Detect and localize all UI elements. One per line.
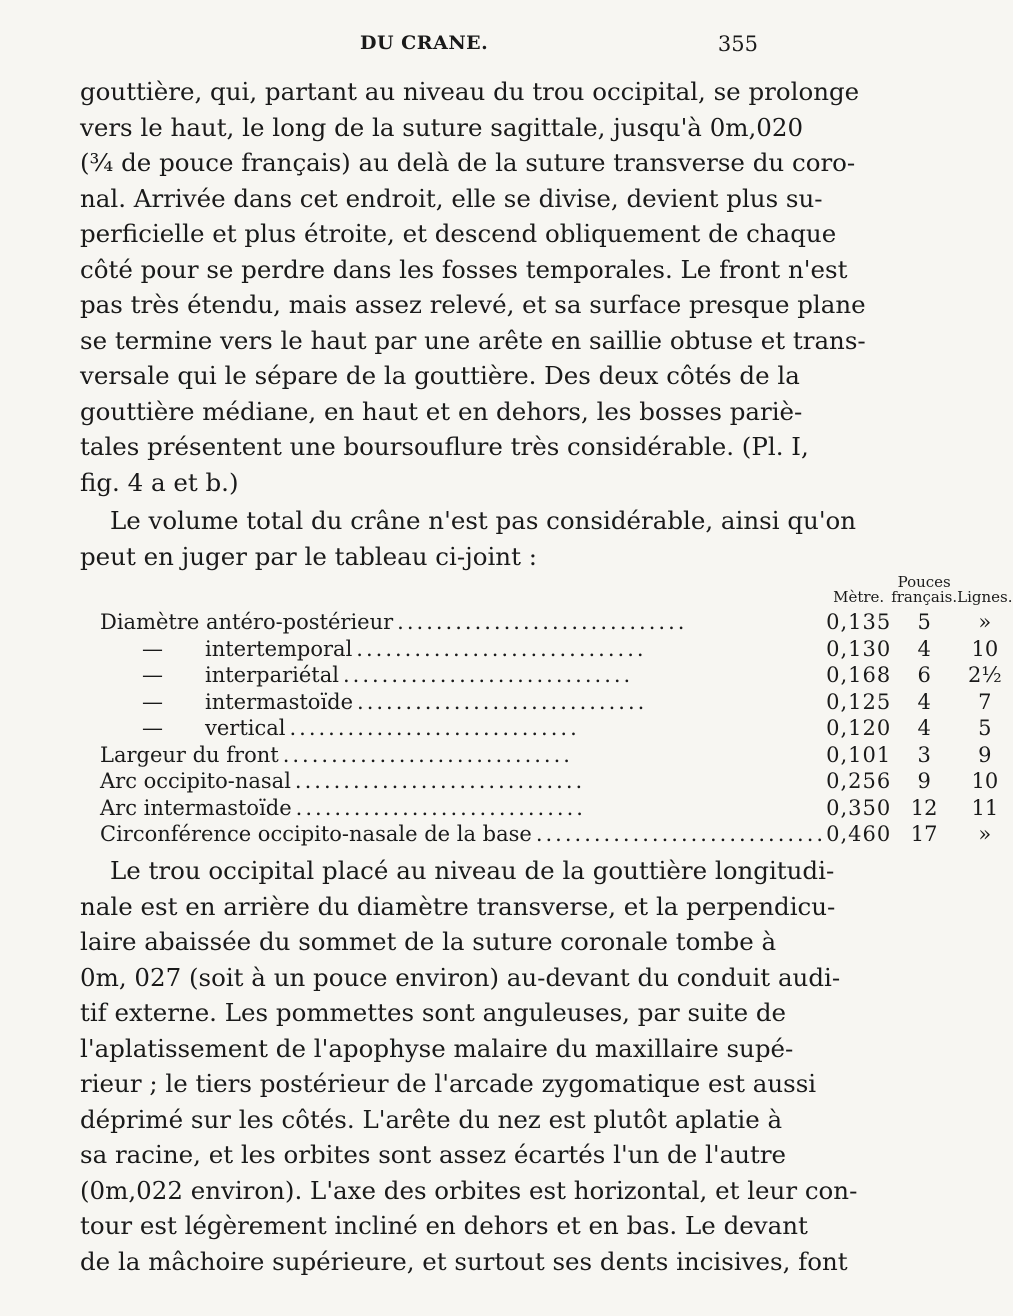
text-line: se termine vers le haut par une arête en saillie obtuse et trans- bbox=[80, 325, 866, 355]
ditto-dash: — bbox=[142, 636, 163, 661]
text-line: nale est en arrière du diamètre transverse, et la perpendicu- bbox=[80, 891, 836, 921]
row-label bbox=[100, 662, 826, 689]
text-line: laire abaissée du sommet de la suture coronale tombe à bbox=[80, 927, 777, 956]
table-row bbox=[100, 742, 1013, 769]
row-lignes: 5 bbox=[978, 716, 992, 741]
row-metre: 0,168 bbox=[826, 663, 892, 688]
row-label-text: Circonférence occipito-nasale de la base bbox=[100, 822, 536, 846]
text-line: versale qui le sépare de la gouttière. Des deux côtés de la bbox=[80, 361, 800, 390]
row-label bbox=[100, 636, 826, 663]
running-title: DU CRANE. bbox=[360, 32, 489, 54]
leader-dots: .............................. bbox=[294, 769, 586, 794]
text-line: rieur ; le tiers postérieur de l'arcade zygomatique est aussi bbox=[80, 1069, 817, 1098]
table-row bbox=[100, 636, 1013, 663]
text-line: tif externe. Les pommettes sont anguleuses, par suite de bbox=[80, 998, 787, 1027]
text-line: tour est légèrement incliné en dehors et en bas. Le devant bbox=[80, 1211, 808, 1240]
table-row bbox=[100, 795, 1013, 822]
leader-dots: .............................. bbox=[282, 742, 573, 767]
text-line: gouttière médiane, en haut et en dehors, les bosses pariè- bbox=[80, 396, 803, 426]
row-label bbox=[100, 742, 826, 769]
row-label bbox=[100, 795, 826, 822]
page-header bbox=[0, 30, 800, 64]
table-row bbox=[100, 715, 1013, 742]
leader-dots: .............................. bbox=[357, 689, 648, 714]
row-label-text: intertemporal bbox=[205, 637, 356, 661]
row-label-text: Diamètre antéro-postérieur bbox=[100, 610, 397, 634]
table-header-spacer bbox=[100, 575, 826, 609]
text-line: 0m, 027 (soit à un pouce environ) au-devant du conduit audi- bbox=[80, 962, 841, 992]
paragraph-2 bbox=[80, 503, 857, 574]
row-label-text: Arc occipito-nasal bbox=[100, 769, 295, 793]
row-label-text: vertical bbox=[205, 716, 289, 740]
row-label-text: interpariétal bbox=[205, 663, 343, 687]
ditto-dash: — bbox=[142, 663, 163, 688]
row-label-text: intermastoïde bbox=[205, 690, 357, 714]
row-metre: 0,135 bbox=[826, 610, 892, 635]
row-metre: 0,460 bbox=[826, 822, 892, 847]
paragraph-3 bbox=[80, 853, 858, 1279]
row-lignes: 11 bbox=[971, 795, 999, 820]
row-pouces: 4 bbox=[917, 689, 931, 714]
text-line: peut en juger par le tableau ci-joint : bbox=[80, 541, 537, 571]
text-line: fig. 4 a et b.) bbox=[80, 467, 239, 497]
row-label bbox=[100, 768, 826, 795]
text-line: l'aplatissement de l'apophyse malaire du maxillaire supé- bbox=[80, 1033, 794, 1063]
leader-dots: .............................. bbox=[342, 663, 634, 688]
row-pouces: 3 bbox=[917, 742, 931, 767]
header-pouces: Pouces français. bbox=[891, 573, 958, 606]
text-line: tales présentent une boursouflure très considérable. (Pl. I, bbox=[80, 432, 809, 461]
text-line: déprimé sur les côtés. L'arête du nez est plutôt aplatie à bbox=[80, 1104, 783, 1134]
row-pouces: 6 bbox=[917, 663, 931, 688]
page-number: 355 bbox=[717, 32, 758, 56]
leader-dots: .............................. bbox=[535, 822, 827, 847]
row-metre: 0,130 bbox=[826, 636, 892, 661]
row-lignes: 10 bbox=[971, 769, 999, 794]
text-line: perficielle et plus étroite, et descend obliquement de chaque bbox=[80, 219, 837, 248]
measurements-table bbox=[100, 575, 1013, 848]
text-line: côté pour se perdre dans les fosses temporales. Le front n'est bbox=[80, 254, 848, 284]
row-label-text: Arc intermastoïde bbox=[100, 796, 296, 820]
table-row bbox=[100, 768, 1013, 795]
row-lignes: 7 bbox=[978, 689, 992, 714]
header-lignes: Lignes. bbox=[957, 588, 1013, 606]
leader-dots: .............................. bbox=[295, 795, 586, 820]
text-line: (¾ de pouce français) au delà de la suture transverse du coro- bbox=[80, 148, 856, 177]
row-lignes: 9 bbox=[978, 742, 992, 767]
leader-dots: .............................. bbox=[397, 610, 688, 635]
row-lignes: » bbox=[978, 610, 992, 635]
row-label bbox=[100, 821, 826, 848]
table-row bbox=[100, 609, 1013, 636]
text-line: (0m,022 environ). L'axe des orbites est horizontal, et leur con- bbox=[80, 1175, 858, 1205]
text-line: pas très étendu, mais assez relevé, et sa surface presque plane bbox=[80, 290, 866, 319]
row-label-text: Largeur du front bbox=[100, 743, 283, 767]
row-pouces: 4 bbox=[917, 716, 931, 741]
text-line: nal. Arrivée dans cet endroit, elle se divise, devient plus su- bbox=[80, 183, 823, 213]
row-metre: 0,101 bbox=[826, 742, 892, 767]
row-label bbox=[100, 689, 826, 716]
text-line: sa racine, et les orbites sont assez écartés l'un de l'autre bbox=[80, 1140, 787, 1169]
row-lignes: 2½ bbox=[967, 663, 1002, 688]
row-pouces: 17 bbox=[910, 822, 938, 847]
table-row bbox=[100, 689, 1013, 716]
row-metre: 0,120 bbox=[826, 716, 892, 741]
table-row bbox=[100, 821, 1013, 848]
row-metre: 0,350 bbox=[826, 795, 892, 820]
row-label bbox=[100, 715, 826, 742]
table-row bbox=[100, 662, 1013, 689]
leader-dots: .............................. bbox=[289, 716, 580, 741]
text-line: gouttière, qui, partant au niveau du trou occipital, se prolonge bbox=[80, 77, 860, 106]
row-metre: 0,125 bbox=[826, 689, 892, 714]
row-lignes: » bbox=[978, 822, 992, 847]
text-line: de la mâchoire supérieure, et surtout ses dents incisives, font bbox=[80, 1246, 848, 1276]
row-label bbox=[100, 609, 826, 636]
paragraph-1 bbox=[80, 74, 866, 500]
row-metre: 0,256 bbox=[826, 769, 892, 794]
row-pouces: 12 bbox=[910, 795, 938, 820]
ditto-dash: — bbox=[142, 716, 163, 741]
table-header-row bbox=[100, 575, 1013, 609]
text-line: Le volume total du crâne n'est pas considérable, ainsi qu'on bbox=[110, 506, 857, 535]
ditto-dash: — bbox=[142, 689, 163, 714]
text-line: Le trou occipital placé au niveau de la gouttière longitudi- bbox=[110, 856, 835, 885]
row-pouces: 5 bbox=[917, 610, 931, 635]
header-metre: Mètre. bbox=[833, 588, 885, 606]
text-line: vers le haut, le long de la suture sagittale, jusqu'à 0m,020 bbox=[80, 112, 804, 142]
row-pouces: 9 bbox=[917, 769, 931, 794]
row-lignes: 10 bbox=[971, 636, 999, 661]
row-pouces: 4 bbox=[917, 636, 931, 661]
leader-dots: .............................. bbox=[356, 636, 647, 661]
